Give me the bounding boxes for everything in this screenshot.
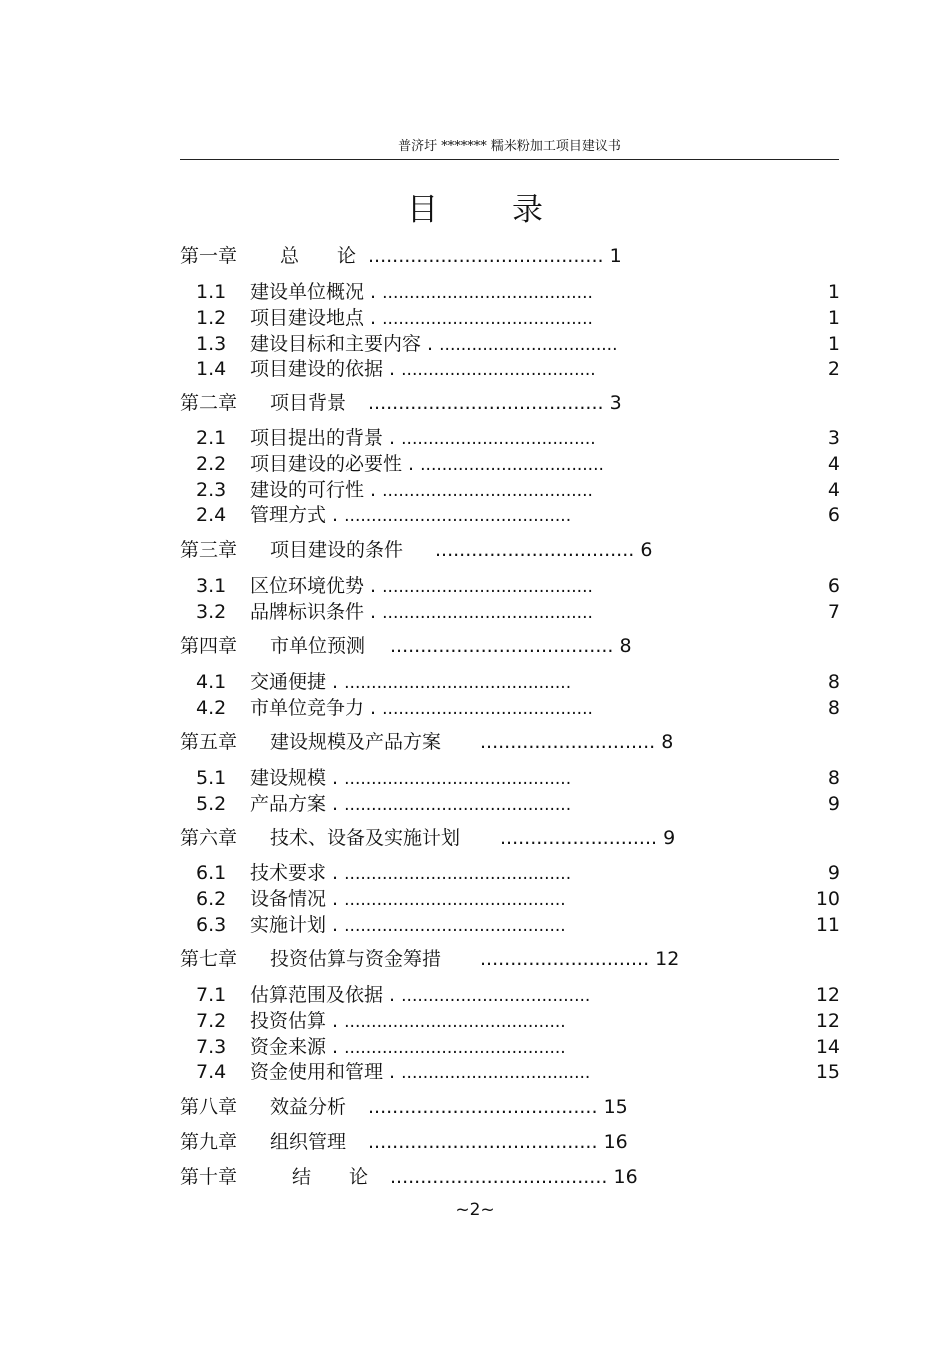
section-number: 6.1 bbox=[196, 862, 227, 884]
chapter-label: 第十章 bbox=[180, 1166, 238, 1188]
section-page-number: 11 bbox=[815, 913, 840, 936]
dot-leader: .......................................... bbox=[344, 864, 572, 884]
section-title-with-leader: 项目建设的必要性 . .................................. bbox=[250, 452, 604, 475]
section-title: 设备情况 bbox=[250, 887, 327, 910]
section-number: 7.4 bbox=[196, 1061, 227, 1084]
section-number: 6.2 bbox=[196, 887, 227, 910]
dot-leader: ............................. bbox=[480, 731, 656, 753]
section-number: 2.1 bbox=[196, 427, 227, 449]
chapter-label: 第二章 bbox=[180, 392, 238, 414]
chapter-title: 效益分析 bbox=[270, 1096, 347, 1118]
dot-leader: .......................................... bbox=[344, 506, 572, 527]
section-page-number: 3 bbox=[827, 427, 840, 449]
section-page-number: 8 bbox=[827, 671, 840, 693]
section-page-number: 15 bbox=[815, 1061, 840, 1084]
section-title-with-leader: 估算范围及依据 . ................................... bbox=[250, 984, 591, 1006]
section-page-number: 9 bbox=[827, 792, 840, 815]
dot-leader: .......................................... bbox=[344, 769, 572, 789]
dot-leader: .................................... bbox=[390, 1166, 608, 1188]
section-title: 区位环境优势 bbox=[250, 575, 365, 597]
chapter-leader-and-page bbox=[500, 826, 675, 850]
section-title: 管理方式 bbox=[250, 504, 327, 527]
section-title: 交通便捷 bbox=[250, 671, 327, 693]
section-title-with-leader: 市单位竞争力 . ....................................... bbox=[250, 696, 593, 719]
section-title-with-leader: 建设单位概况 . ....................................... bbox=[250, 281, 593, 303]
chapter-leader-and-page bbox=[368, 1130, 628, 1154]
section-number: 4.1 bbox=[196, 671, 227, 693]
section-number: 5.2 bbox=[196, 792, 227, 815]
dot-leader: ................................. bbox=[439, 334, 618, 355]
section-title-with-leader: 区位环境优势 . ....................................... bbox=[250, 575, 593, 597]
section-page-number: 10 bbox=[815, 887, 840, 910]
section-page-number: 14 bbox=[815, 1035, 840, 1058]
chapter-title: 结 论 bbox=[292, 1166, 369, 1188]
dot-leader: .......................... bbox=[500, 827, 658, 849]
section-title: 建设目标和主要内容 bbox=[250, 332, 422, 355]
chapter-page-number: 8 bbox=[619, 635, 632, 657]
section-number: 1.4 bbox=[196, 358, 227, 381]
section-page-number: 1 bbox=[827, 332, 840, 355]
section-title: 项目提出的背景 bbox=[250, 427, 384, 449]
chapter-title: 技术、设备及实施计划 bbox=[270, 827, 461, 849]
chapter-page-number: 16 bbox=[603, 1131, 628, 1153]
chapter-leader-and-page bbox=[480, 730, 673, 754]
page-number: ~2~ bbox=[455, 1200, 495, 1220]
section-title-with-leader: 交通便捷 . .......................................... bbox=[250, 671, 572, 693]
chapter-title: 项目背景 bbox=[270, 392, 347, 414]
dot-leader: ..................................... bbox=[390, 635, 614, 657]
dot-leader: ....................................... bbox=[382, 602, 593, 623]
dot-leader: ....................................... bbox=[382, 308, 593, 329]
chapter-title: 项目建设的条件 bbox=[270, 539, 404, 561]
section-title: 投资估算 bbox=[250, 1009, 327, 1032]
section-title: 建设的可行性 bbox=[250, 478, 365, 501]
chapter-leader-and-page bbox=[368, 1095, 628, 1119]
section-number: 4.2 bbox=[196, 696, 227, 719]
section-title-with-leader: 设备情况 . ......................................... bbox=[250, 887, 566, 910]
section-number: 1.1 bbox=[196, 281, 227, 303]
chapter-label: 第八章 bbox=[180, 1096, 238, 1118]
section-number: 6.3 bbox=[196, 913, 227, 936]
dot-leader: ...................................... bbox=[368, 1131, 598, 1153]
section-title: 资金使用和管理 bbox=[250, 1061, 384, 1084]
chapter-title: 市单位预测 bbox=[270, 635, 366, 657]
section-number: 2.2 bbox=[196, 452, 227, 475]
section-number: 7.3 bbox=[196, 1035, 227, 1058]
dot-leader: .......................................... bbox=[344, 673, 572, 693]
chapter-page-number: 3 bbox=[609, 392, 622, 414]
section-title: 建设单位概况 bbox=[250, 281, 365, 303]
section-number: 1.3 bbox=[196, 332, 227, 355]
dot-leader: ......................................... bbox=[344, 1011, 566, 1032]
section-title: 建设规模 bbox=[250, 767, 327, 789]
chapter-label: 第一章 bbox=[180, 245, 238, 267]
chapter-label: 第九章 bbox=[180, 1131, 238, 1153]
chapter-leader-and-page bbox=[368, 391, 622, 415]
section-page-number: 2 bbox=[827, 358, 840, 381]
dot-leader: ................................. bbox=[435, 539, 635, 561]
section-page-number: 12 bbox=[815, 1009, 840, 1032]
section-title-with-leader: 建设的可行性 . ....................................... bbox=[250, 478, 593, 501]
section-title: 实施计划 bbox=[250, 913, 327, 936]
dot-leader: .......................................... bbox=[344, 794, 572, 815]
section-number: 3.1 bbox=[196, 575, 227, 597]
dot-leader: ......................................... bbox=[344, 1037, 566, 1058]
dot-leader: ....................................... bbox=[382, 577, 593, 597]
chapter-page-number: 12 bbox=[655, 948, 680, 970]
chapter-title: 投资估算与资金筹措 bbox=[270, 948, 442, 970]
section-title: 技术要求 bbox=[250, 862, 327, 884]
section-page-number: 7 bbox=[827, 600, 840, 623]
section-page-number: 9 bbox=[827, 862, 840, 884]
section-page-number: 4 bbox=[827, 452, 840, 475]
section-title: 产品方案 bbox=[250, 792, 327, 815]
dot-leader: ................................... bbox=[401, 986, 591, 1006]
section-title-with-leader: 投资估算 . ......................................... bbox=[250, 1009, 566, 1032]
chapter-leader-and-page bbox=[390, 1165, 638, 1189]
chapter-label: 第六章 bbox=[180, 827, 238, 849]
section-number: 3.2 bbox=[196, 600, 227, 623]
chapter-leader-and-page bbox=[435, 538, 652, 562]
section-page-number: 4 bbox=[827, 478, 840, 501]
chapter-leader-and-page bbox=[390, 634, 632, 658]
chapter-label: 第七章 bbox=[180, 948, 238, 970]
section-title-with-leader: 建设目标和主要内容 . ................................. bbox=[250, 332, 618, 355]
section-number: 5.1 bbox=[196, 767, 227, 789]
chapter-page-number: 6 bbox=[640, 539, 653, 561]
chapter-page-number: 1 bbox=[609, 245, 622, 267]
section-title-with-leader: 产品方案 . .......................................... bbox=[250, 792, 572, 815]
dot-leader: ....................................... bbox=[382, 283, 593, 303]
section-title-with-leader: 实施计划 . ......................................... bbox=[250, 913, 566, 936]
dot-leader: .................................. bbox=[420, 454, 604, 475]
section-page-number: 8 bbox=[827, 767, 840, 789]
chapter-leader-and-page bbox=[368, 244, 622, 268]
section-title-with-leader: 管理方式 . .......................................... bbox=[250, 504, 572, 527]
section-page-number: 6 bbox=[827, 504, 840, 527]
dot-leader: ....................................... bbox=[382, 698, 593, 719]
dot-leader: ....................................... bbox=[368, 392, 604, 414]
dot-leader: ............................ bbox=[480, 948, 650, 970]
section-title-with-leader: 项目建设地点 . ....................................... bbox=[250, 306, 593, 329]
dot-leader: .................................... bbox=[401, 429, 596, 449]
section-title: 项目建设的必要性 bbox=[250, 452, 403, 475]
section-title: 项目建设地点 bbox=[250, 306, 365, 329]
section-title-with-leader: 资金使用和管理 . ................................... bbox=[250, 1061, 591, 1084]
section-title-with-leader: 技术要求 . .......................................... bbox=[250, 862, 572, 884]
chapter-label: 第三章 bbox=[180, 539, 238, 561]
chapter-page-number: 15 bbox=[603, 1096, 628, 1118]
section-title-with-leader: 资金来源 . ......................................... bbox=[250, 1035, 566, 1058]
section-title: 项目建设的依据 bbox=[250, 358, 384, 381]
section-number: 7.1 bbox=[196, 984, 227, 1006]
chapter-page-number: 8 bbox=[661, 731, 674, 753]
section-title: 市单位竞争力 bbox=[250, 696, 365, 719]
section-number: 7.2 bbox=[196, 1009, 227, 1032]
section-page-number: 1 bbox=[827, 281, 840, 303]
page-header: 普济圩 ******* 糯米粉加工项目建议书 bbox=[180, 137, 839, 160]
section-page-number: 8 bbox=[827, 696, 840, 719]
chapter-leader-and-page bbox=[480, 947, 679, 971]
section-page-number: 12 bbox=[815, 984, 840, 1006]
chapter-title: 组织管理 bbox=[270, 1131, 347, 1153]
chapter-label: 第四章 bbox=[180, 635, 238, 657]
section-title-with-leader: 品牌标识条件 . ....................................... bbox=[250, 600, 593, 623]
dot-leader: ....................................... bbox=[368, 245, 604, 267]
dot-leader: ......................................... bbox=[344, 915, 566, 936]
section-page-number: 1 bbox=[827, 306, 840, 329]
section-title-with-leader: 建设规模 . .......................................... bbox=[250, 767, 572, 789]
dot-leader: ......................................... bbox=[344, 889, 566, 910]
dot-leader: ................................... bbox=[401, 1063, 591, 1084]
dot-leader: .................................... bbox=[401, 360, 596, 381]
chapter-title: 总 论 bbox=[280, 245, 357, 267]
section-title: 品牌标识条件 bbox=[250, 600, 365, 623]
chapter-page-number: 9 bbox=[663, 827, 676, 849]
section-title-with-leader: 项目建设的依据 . .................................... bbox=[250, 358, 596, 381]
section-title: 估算范围及依据 bbox=[250, 984, 384, 1006]
chapter-page-number: 16 bbox=[613, 1166, 638, 1188]
section-title: 资金来源 bbox=[250, 1035, 327, 1058]
section-number: 2.3 bbox=[196, 478, 227, 501]
section-number: 1.2 bbox=[196, 306, 227, 329]
section-title-with-leader: 项目提出的背景 . .................................... bbox=[250, 427, 596, 449]
toc-title: 目录 bbox=[407, 192, 617, 228]
chapter-label: 第五章 bbox=[180, 731, 238, 753]
section-page-number: 6 bbox=[827, 575, 840, 597]
section-number: 2.4 bbox=[196, 504, 227, 527]
chapter-title: 建设规模及产品方案 bbox=[270, 731, 442, 753]
dot-leader: ...................................... bbox=[368, 1096, 598, 1118]
dot-leader: ....................................... bbox=[382, 480, 593, 501]
